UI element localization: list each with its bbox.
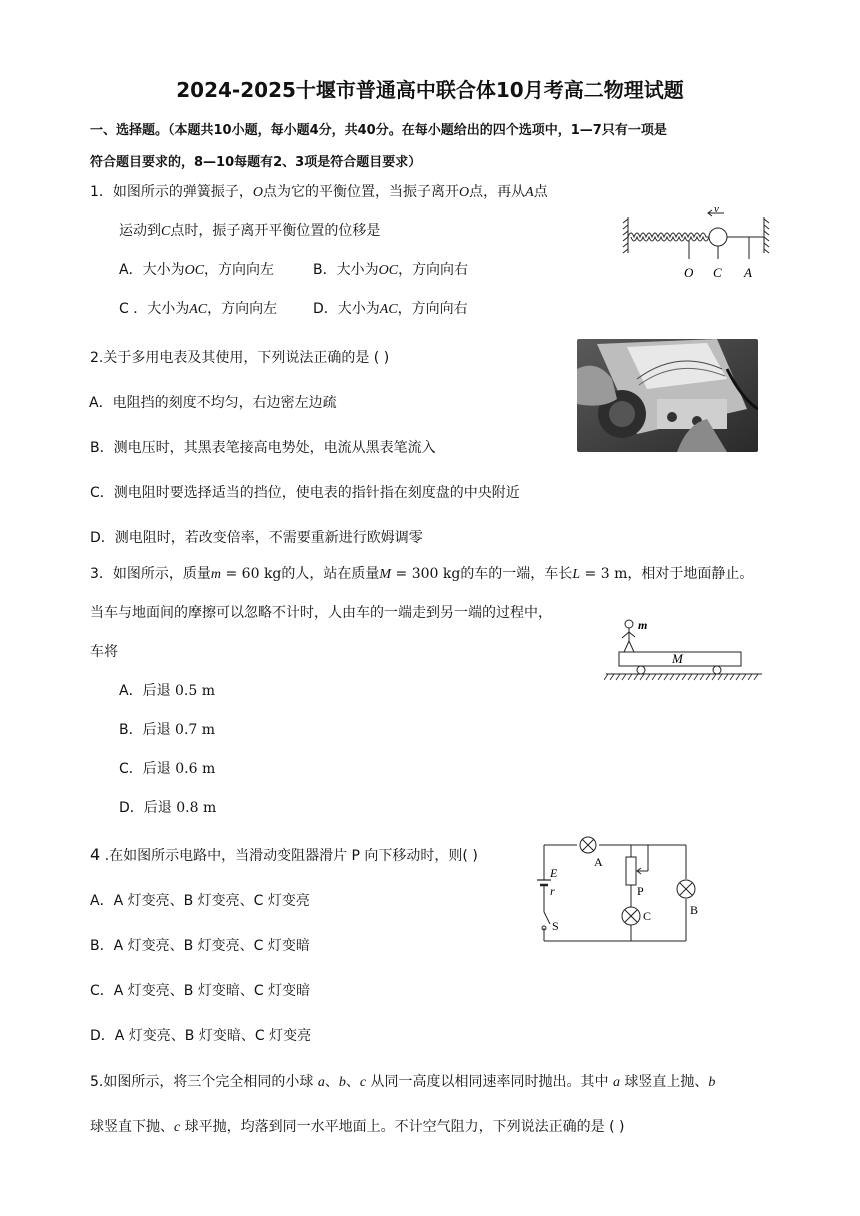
- option-label: C．后退: [119, 761, 171, 777]
- q4-option-a[interactable]: A．A 灯变亮、B 灯变亮、C 灯变亮: [90, 893, 310, 909]
- option-symbol: AC: [379, 302, 398, 317]
- point-c-label: C: [713, 265, 722, 280]
- option-label: D．大小为: [313, 301, 380, 317]
- velocity-label: v: [714, 203, 719, 215]
- option-text: ，方向向右: [398, 262, 469, 278]
- q3-option-b[interactable]: [119, 719, 215, 739]
- option-label: C ．大小为: [119, 301, 190, 317]
- option-label: B．后退: [119, 722, 171, 738]
- q5-text: 5.如图所示，将三个完全相同的小球: [90, 1074, 318, 1090]
- circuit-diagram: [530, 830, 705, 945]
- q3-text: 的车的一端，车长: [460, 566, 573, 582]
- q2-option-d[interactable]: D．测电阻时，若改变倍率，不需要重新进行欧姆调零: [90, 530, 423, 546]
- q3-stem-line2: 当车与地面间的摩擦可以忽略不计时，人由车的一端走到另一端的过程中，: [90, 605, 552, 621]
- q1-symbol-o: O: [459, 185, 470, 200]
- q3-symbol-big-m: M: [379, 567, 392, 582]
- q2-option-b[interactable]: B．测电压时，其黑表笔接高电势处，电流从黑表笔流入: [90, 440, 436, 456]
- option-text: ，方向向左: [207, 301, 278, 317]
- q2-stem: 2.关于多用电表及其使用，下列说法正确的是 ( ): [90, 350, 390, 366]
- q5-text: 球竖直上抛、: [619, 1074, 709, 1090]
- q4-option-c[interactable]: C．A 灯变亮、B 灯变暗、C 灯变暗: [90, 983, 311, 999]
- q1-text: 点为它的平衡位置，当振子离开: [263, 184, 460, 200]
- option-symbol: AC: [189, 302, 208, 317]
- q1-option-b[interactable]: [313, 259, 468, 279]
- option-value: 0.6 m: [170, 761, 216, 777]
- spring-oscillator-figure: [620, 203, 770, 285]
- q4-option-b[interactable]: B．A 灯变亮、B 灯变亮、C 灯变暗: [90, 938, 310, 954]
- section-header-line1: 一、选择题。（本题共10小题，每小题4分，共40分。在每小题给出的四个选项中，1—7只有一项是: [90, 123, 667, 138]
- option-text: ，方向向右: [397, 301, 468, 317]
- emf-label: E: [550, 866, 558, 880]
- q3-option-c[interactable]: [119, 758, 215, 778]
- q5-text: 、: [345, 1074, 360, 1090]
- q5-stem-line1: [90, 1071, 715, 1091]
- q3-stem-line3: 车将: [90, 644, 118, 660]
- point-a-label: A: [744, 265, 752, 280]
- multimeter-photo: [577, 339, 758, 452]
- internal-resistance-label: r: [550, 884, 555, 898]
- q3-option-a[interactable]: [119, 680, 215, 700]
- person-mass-label: m: [638, 618, 648, 632]
- q3-symbol-l: L: [572, 567, 581, 582]
- point-o-label: O: [684, 265, 694, 280]
- q5-text: 球竖直下抛、: [90, 1119, 174, 1135]
- lamp-b-label: B: [690, 903, 699, 917]
- option-label: B．大小为: [313, 262, 379, 278]
- q3-text: 3．如图所示，质量: [90, 566, 211, 582]
- q5-symbol-b: b: [708, 1075, 716, 1090]
- q5-symbol-a: a: [612, 1075, 620, 1090]
- option-label: A．大小为: [119, 262, 185, 278]
- q1-stem-line2: [119, 220, 380, 240]
- q3-option-d[interactable]: [119, 797, 216, 817]
- option-label: A．后退: [119, 683, 171, 699]
- option-symbol: OC: [378, 263, 399, 278]
- q1-text: 点，再从: [469, 184, 526, 200]
- q2-option-a[interactable]: A．电阻挡的刻度不均匀，右边密左边疏: [89, 395, 337, 411]
- switch-s-label: S: [552, 919, 559, 933]
- q1-text: 点时，振子离开平衡位置的位移是: [170, 223, 381, 239]
- q5-stem-line2: [90, 1116, 625, 1136]
- q1-option-d[interactable]: [313, 298, 468, 318]
- option-label: D．后退: [119, 800, 172, 816]
- q1-option-a[interactable]: [119, 259, 274, 279]
- section-header-line2: 符合题目要求的，8—10每题有2、3项是符合题目要求）: [90, 155, 422, 170]
- q3-mass-person: = 60 kg: [221, 566, 282, 582]
- q2-option-c[interactable]: C．测电阻时要选择适当的挡位，使电表的指针指在刻度盘的中央附近: [90, 485, 520, 501]
- q3-text: 的人，站在质量: [281, 566, 380, 582]
- q3-symbol-m: m: [210, 567, 222, 582]
- q3-stem-line1: [90, 563, 753, 583]
- q3-length: = 3 m: [580, 566, 628, 582]
- q5-symbol-c: c: [359, 1075, 367, 1090]
- option-value: 0.5 m: [170, 683, 216, 699]
- option-value: 0.7 m: [170, 722, 216, 738]
- page-title: 2024-2025十堰市普通高中联合体10月考高二物理试题: [176, 78, 684, 102]
- q4-text: .在如图所示电路中，当滑动变阻器滑片 P 向下移动时，则( ): [100, 848, 478, 864]
- option-symbol: OC: [184, 263, 205, 278]
- lamp-c-label: C: [643, 909, 652, 923]
- q5-symbol-a: a: [317, 1075, 325, 1090]
- q3-text: ，相对于地面静止。: [627, 566, 754, 582]
- slider-p-label: P: [637, 884, 644, 898]
- q5-symbol-b: b: [338, 1075, 346, 1090]
- q4-stem: [90, 845, 478, 865]
- q1-text: 点: [533, 184, 548, 200]
- q5-symbol-c: c: [174, 1120, 181, 1135]
- q5-text: 、: [324, 1074, 339, 1090]
- q1-symbol-c: C: [161, 224, 171, 239]
- lamp-a-label: A: [594, 855, 603, 869]
- q1-text: 1．如图所示的弹簧振子，: [90, 184, 253, 200]
- option-value: 0.8 m: [171, 800, 217, 816]
- q1-symbol-o: O: [252, 185, 264, 200]
- q3-mass-cart: = 300 kg: [391, 566, 461, 582]
- q1-stem-line1: [90, 181, 548, 201]
- q1-symbol-a: A: [525, 185, 534, 200]
- q5-text: 从同一高度以相同速率同时抛出。其中: [366, 1074, 613, 1090]
- person-cart-figure: [604, 616, 764, 688]
- q1-option-c[interactable]: [119, 298, 277, 318]
- q4-option-d[interactable]: D．A 灯变亮、B 灯变暗、C 灯变亮: [90, 1028, 312, 1044]
- q5-text: 球平抛，均落到同一水平地面上。不计空气阻力，下列说法正确的是 ( ): [180, 1119, 625, 1135]
- cart-mass-label: M: [672, 651, 683, 666]
- q1-text: 运动到: [119, 223, 161, 239]
- q4-number: 4: [90, 845, 101, 864]
- option-text: ，方向向左: [204, 262, 275, 278]
